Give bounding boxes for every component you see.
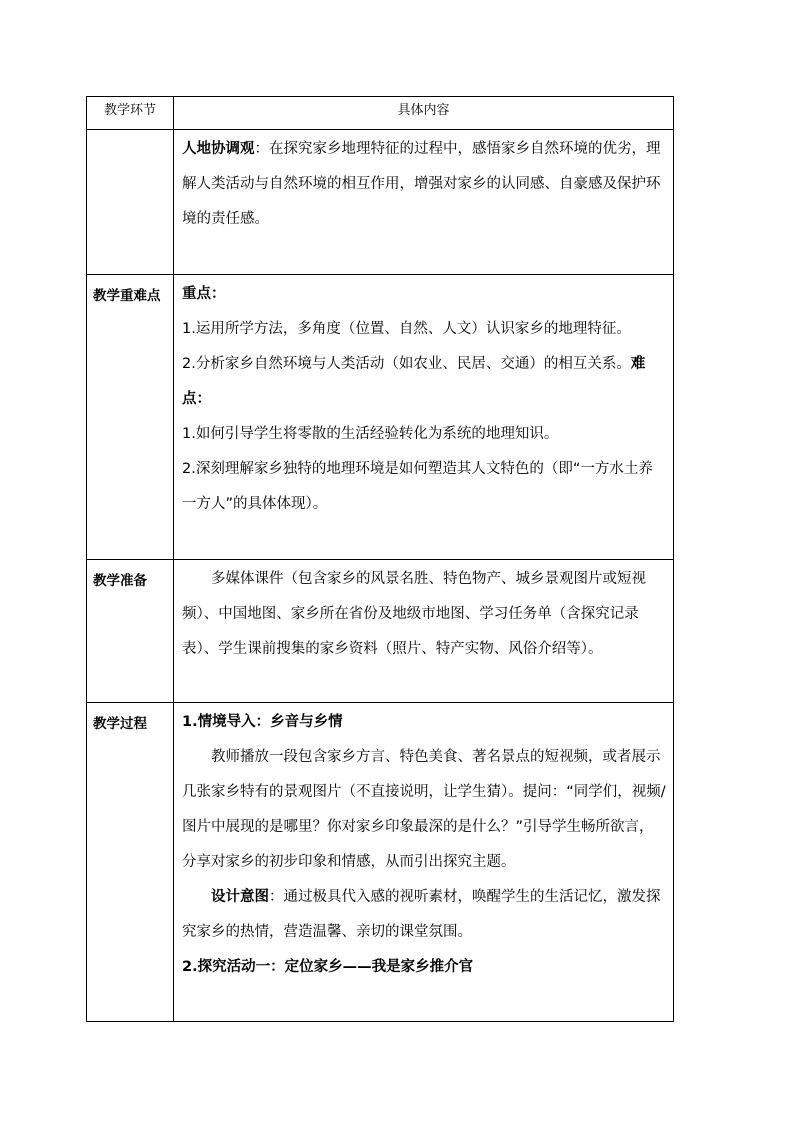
difficult-heading: 难点：: [182, 356, 646, 407]
design-intent-label: 设计意图: [211, 889, 269, 905]
goal-content-cell: [174, 130, 674, 275]
goal-label: [87, 130, 173, 136]
prep-label-cell: [87, 560, 174, 703]
prep-label: 教学准备: [93, 573, 147, 589]
table-header-row: [87, 97, 674, 130]
step-1-text: 教师播放一段包含家乡方言、特色美食、著名景点的短视频，或者展示几张家乡特有的景观图片（不直接说明，让学生猜）。提问：“同学们，视频/图片中展现的是哪里？你对家乡印象最深的是什么？”引导学生畅所欲言，分享对家乡的初步印象和情感，从而引出探究主题。: [182, 749, 666, 870]
key-content-cell: [174, 275, 674, 560]
prep-text: 多媒体课件（包含家乡的风景名胜、特色物产、城乡景观图片或短视频）、中国地图、家乡所在省份及地级市地图、学习任务单（含探究记录表）、学生课前搜集的家乡资料（照片、特产实物、风俗介绍等）。: [182, 571, 646, 657]
design-intent: [182, 880, 667, 950]
key-item-2-text: 2.分析家乡自然环境与人类活动（如农业、民居、交通）的相互关系。: [182, 356, 631, 372]
header-content-cell: [174, 97, 674, 130]
design-intent-text: ：通过极具代入感的视听素材，唤醒学生的生活记忆，激发探究家乡的热情，营造温馨、亲切的课堂氛围。: [182, 889, 661, 940]
goal-text: ：在探究家乡地理特征的过程中，感悟家乡自然环境的优劣，理解人类活动与自然环境的相互作用，增强对家乡的认同感、自豪感及保护环境的责任感。: [182, 141, 661, 227]
goal-row: [87, 130, 674, 275]
process-content: [174, 703, 673, 993]
goal-label-cell: [87, 130, 174, 275]
goal-content: [174, 130, 673, 245]
prep-content: [174, 560, 673, 675]
difficult-item-1: 1.如何引导学生将零散的生活经验转化为系统的地理知识。: [182, 426, 559, 442]
header-stage-label: 教学环节: [103, 103, 156, 118]
key-label: 教学重难点: [93, 288, 161, 304]
goal-lead: 人地协调观: [182, 141, 255, 157]
key-content: [174, 275, 673, 530]
step-2-title: 2.探究活动一：定位家乡——我是家乡推介官: [182, 959, 474, 975]
key-item-1: 1.运用所学方法，多角度（位置、自然、人文）认识家乡的地理特征。: [182, 321, 631, 337]
prep-row: [87, 560, 674, 703]
process-row: [87, 703, 674, 1022]
header-stage-cell: [87, 97, 174, 130]
goal-paragraph: [182, 132, 667, 237]
key-row: [87, 275, 674, 560]
prep-content-cell: [174, 560, 674, 703]
key-item-2: [182, 347, 667, 417]
process-label-cell: [87, 703, 174, 1022]
process-content-cell: [174, 703, 674, 1022]
key-heading: 重点：: [182, 286, 226, 302]
lesson-plan-table: [86, 96, 674, 1022]
process-label: 教学过程: [93, 716, 147, 732]
key-label-cell: [87, 275, 174, 560]
difficult-item-2: 2.深刻理解家乡独特的地理环境是如何塑造其人文特色的（即“一方水土养一方人”的具体体现）。: [182, 461, 653, 512]
header-content-label: 具体内容: [397, 103, 450, 118]
step-1-title: 1.情境导入：乡音与乡情: [182, 714, 343, 730]
